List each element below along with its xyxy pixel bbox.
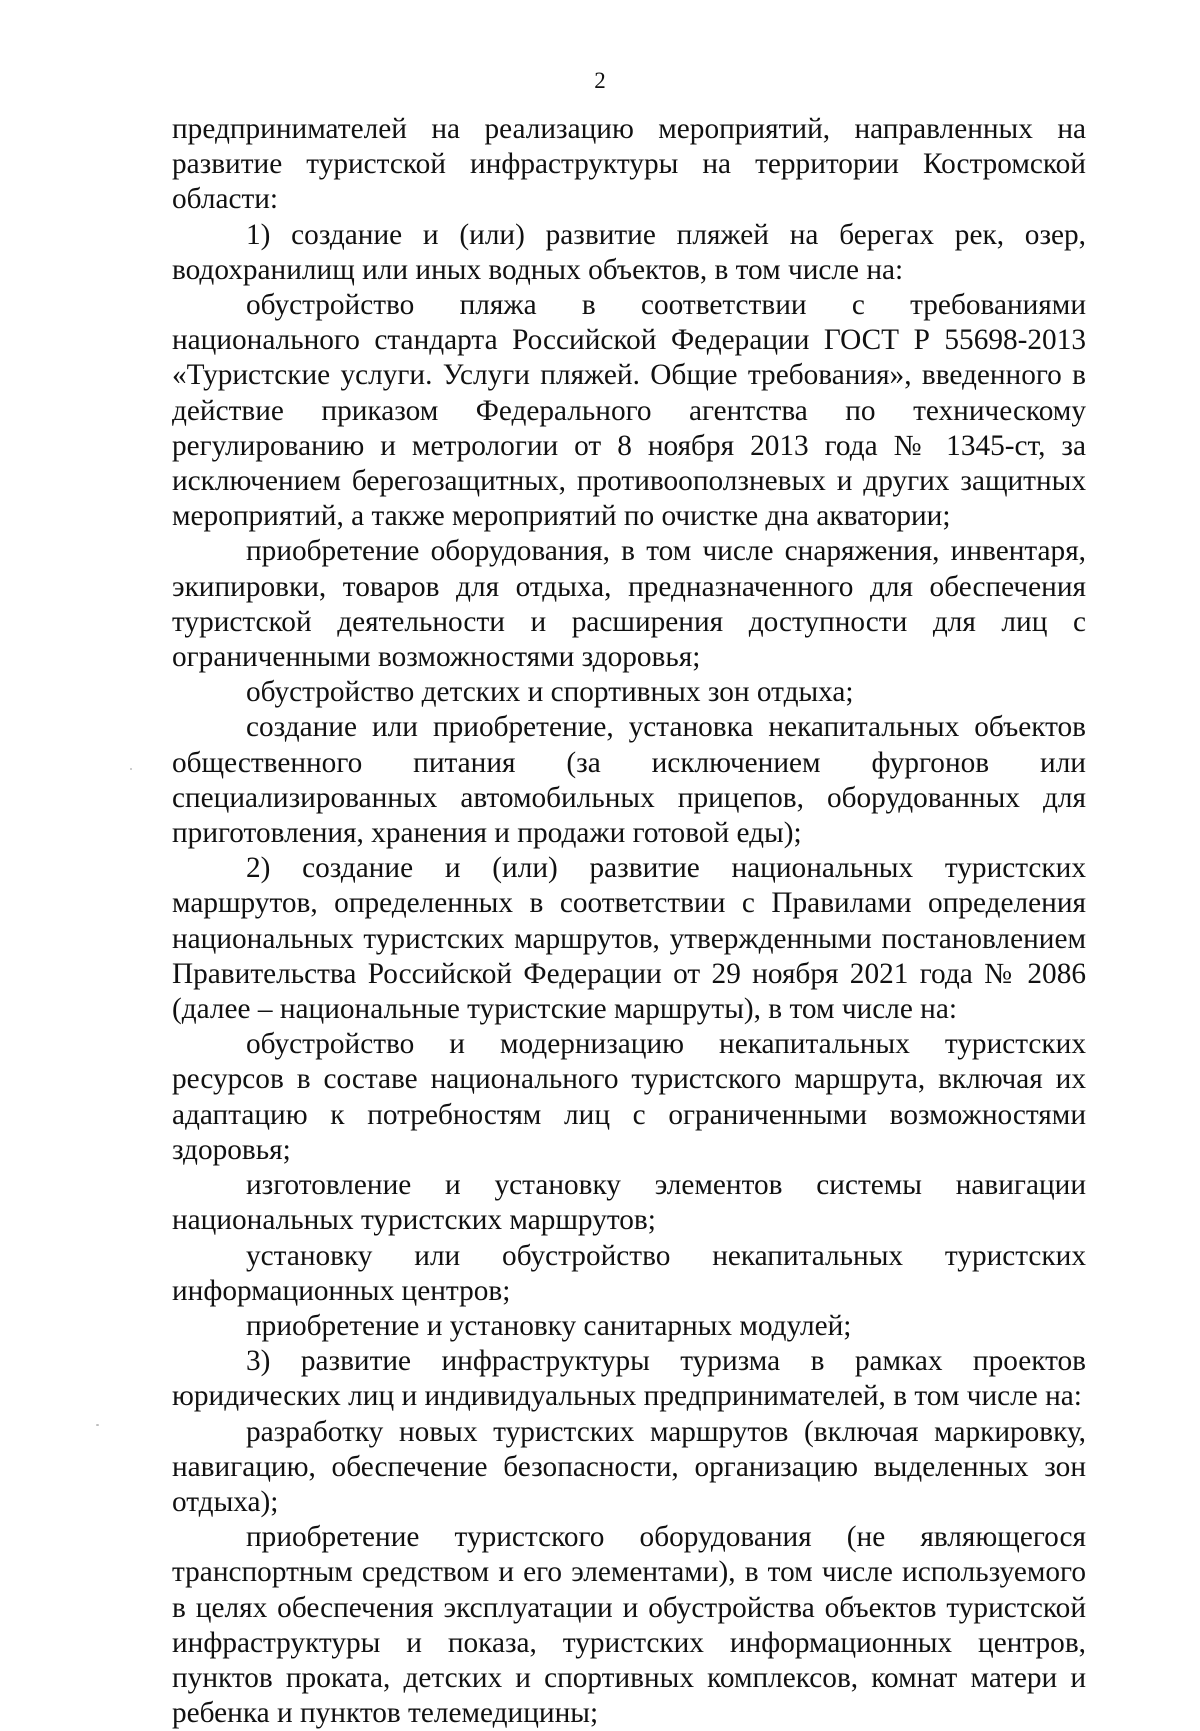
paragraph-tourist-equipment: приобретение туристского оборудования (не являющегося транспортным средством и его элементами), в том числе используемого в целях обеспечения эксплуатации и обустройства объектов туристской инфраструктуры и показа, туристских информационных центров, пунктов проката, детских и спортивных комплексов, комнат матери и ребенка и пунктов телемедицины;: [172, 1521, 1086, 1730]
paragraph-sanitary-modules: приобретение и установку санитарных модулей;: [246, 1309, 852, 1342]
paragraph-new-routes: разработку новых туристских маршрутов (включая маркировку, навигацию, обеспечение безопасности, организацию выделенных зон отдыха);: [172, 1415, 1086, 1518]
paragraph-route-resources: обустройство и модернизацию некапитальных туристских ресурсов в составе национального туристского маршрута, включая их адаптацию к потребностям лиц с ограниченными возможностями здоровья;: [172, 1028, 1086, 1166]
document-body: [172, 112, 1086, 1731]
paragraph-recreation-zones: обустройство детских и спортивных зон отдыха;: [246, 676, 854, 709]
scan-speck: [96, 1424, 99, 1426]
paragraph-equipment-purchase: приобретение оборудования, в том числе снаряжения, инвентаря, экипировки, товаров для отдыха, предназначенного для обеспечения туристской деятельности и расширения доступности для лиц с ограниченными возможностями здоровья;: [172, 535, 1086, 674]
paragraph-continuation: предпринимателей на реализацию мероприятий, направленных на развитие туристской инфраструктуры на территории Костромской области:: [172, 113, 1086, 216]
paragraph-item-2-routes: 2) создание и (или) развитие национальных туристских маршрутов, определенных в соответствии с Правилами определения национальных туристских маршрутов, утвержденными постановлением Правительства Российской Федерации от 29 ноября 2021 года № 2086 (далее – национальные туристские маршруты), в том числе на:: [172, 852, 1086, 1026]
page-number: 2: [594, 68, 606, 93]
paragraph-info-centers: установку или обустройство некапитальных туристских информационных центров;: [172, 1239, 1086, 1307]
scan-speck: [130, 768, 132, 770]
paragraph-beach-arrangement: обустройство пляжа в соответствии с требованиями национального стандарта Российской Федерации ГОСТ Р 55698-2013 «Туристские услуги. Услуги пляжей. Общие требования», введенного в действие приказом Федерального агентства по техническому регулированию и метрологии от 8 ноября 2013 года № 1345-ст, за исключением берегозащитных, противооползневых и других защитных мероприятий, а также мероприятий по очистке дна акватории;: [172, 289, 1086, 533]
paragraph-item-1-beaches: 1) создание и (или) развитие пляжей на берегах рек, озер, водохранилищ или иных водных объектов, в том числе на:: [172, 218, 1086, 286]
paragraph-catering-objects: создание или приобретение, установка некапитальных объектов общественного питания (за исключением фургонов или специализированных автомобильных прицепов, оборудованных для приготовления, хранения и продажи готовой еды);: [172, 711, 1086, 850]
paragraph-item-3-infrastructure: 3) развитие инфраструктуры туризма в рамках проектов юридических лиц и индивидуальных предпринимателей, в том числе на:: [172, 1345, 1086, 1413]
paragraph-navigation-system: изготовление и установку элементов системы навигации национальных туристских маршрутов;: [172, 1169, 1086, 1237]
